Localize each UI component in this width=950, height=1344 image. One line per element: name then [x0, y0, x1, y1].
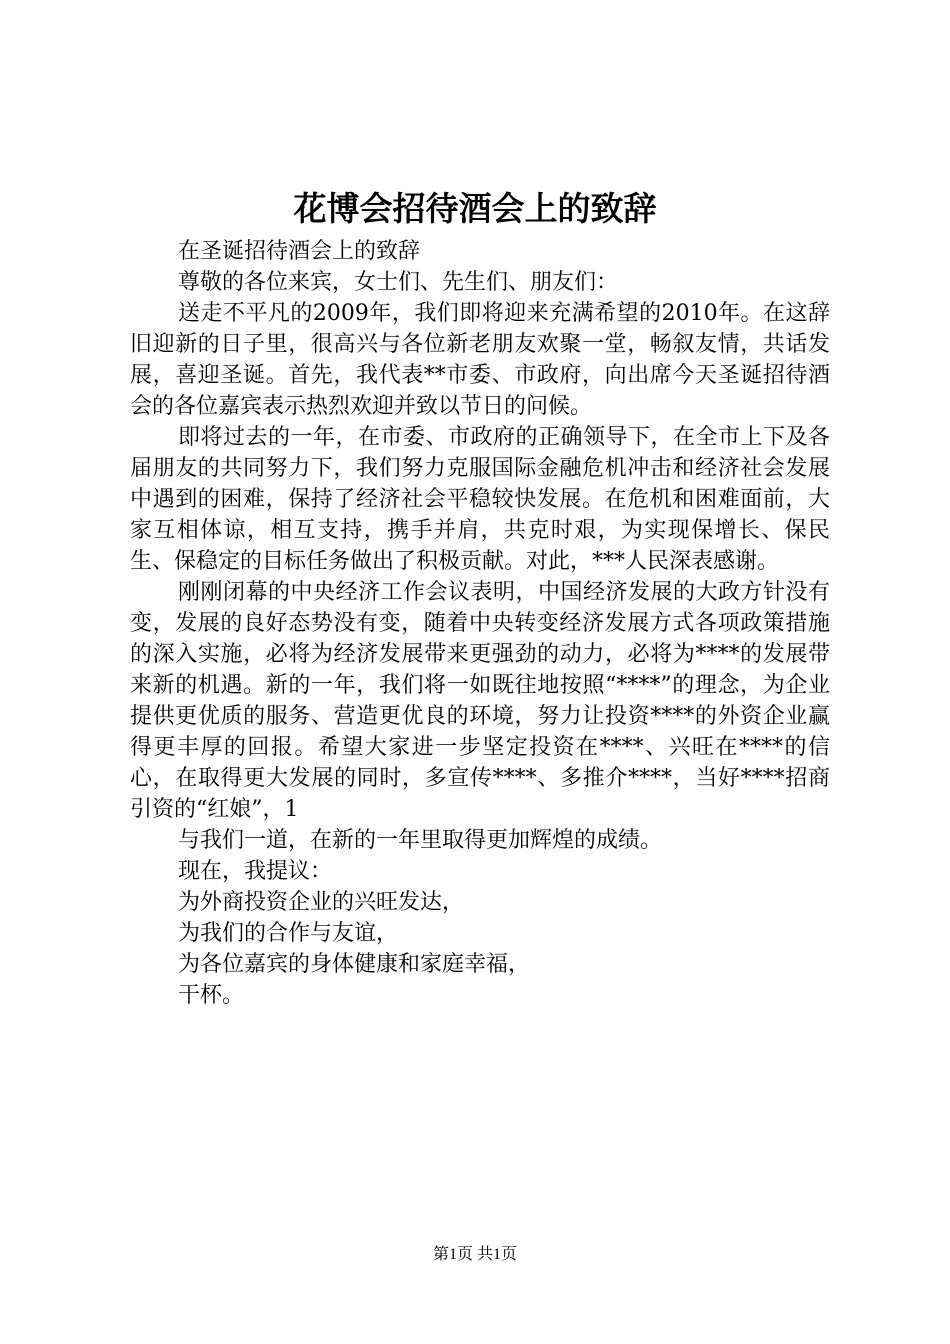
- paragraph-opening: 送走不平凡的2009年，我们即将迎来充满希望的2010年。在这辞旧迎新的日子里，很高兴与各位新老朋友欢聚一堂，畅叙友情，共话发展，喜迎圣诞。首先，我代表**市委、市政府，向出席今天圣诞招待酒会的各位嘉宾表示热烈欢迎并致以节日的问候。: [130, 301, 830, 419]
- document-body: [130, 236, 830, 1011]
- document-title: 花博会招待酒会上的致辞: [293, 189, 657, 228]
- paragraph-outlook: 刚刚闭幕的中央经济工作会议表明，中国经济发展的大政方针没有变，发展的良好态势没有变，随着中央转变经济发展方式各项政策措施的深入实施，必将为经济发展带来更强劲的动力，必将为****的发展带来新的机遇。新的一年，我们将一如既往地按照“****”的理念，为企业提供更优质的服务、营造更优良的环境，努力让投资****的外资企业赢得更丰厚的回报。希望大家进一步坚定投资在****、兴旺在****的信心，在取得更大发展的同时，多宣传****、多推介****，当好****招商引资的“红娘”，1: [130, 580, 830, 822]
- paragraph-review: 即将过去的一年，在市委、市政府的正确领导下，在全市上下及各届朋友的共同努力下，我们努力克服国际金融危机冲击和经济社会发展中遇到的困难，保持了经济社会平稳较快发展。在危机和困难面前，大家互相体谅，相互支持，携手并肩，共克时艰，为实现保增长、保民生、保稳定的目标任务做出了积极贡献。对此，***人民深表感谢。: [130, 425, 830, 574]
- paragraph-toast-2: 为我们的合作与友谊，: [178, 921, 399, 946]
- paragraph-toast-1: 为外商投资企业的兴旺发达，: [178, 890, 465, 915]
- paragraph-proposal: 现在，我提议：: [178, 859, 333, 884]
- paragraph-subtitle: 在圣诞招待酒会上的致辞: [178, 239, 421, 264]
- paragraph-toast-3: 为各位嘉宾的身体健康和家庭幸福，: [178, 952, 531, 977]
- paragraph-wish: 与我们一道，在新的一年里取得更加辉煌的成绩。: [178, 828, 663, 853]
- paragraph-salutation: 尊敬的各位来宾，女士们、先生们、朋友们：: [178, 270, 619, 295]
- page-number-footer: 第1页 共1页: [432, 1246, 517, 1263]
- paragraph-cheers: 干杯。: [178, 983, 245, 1008]
